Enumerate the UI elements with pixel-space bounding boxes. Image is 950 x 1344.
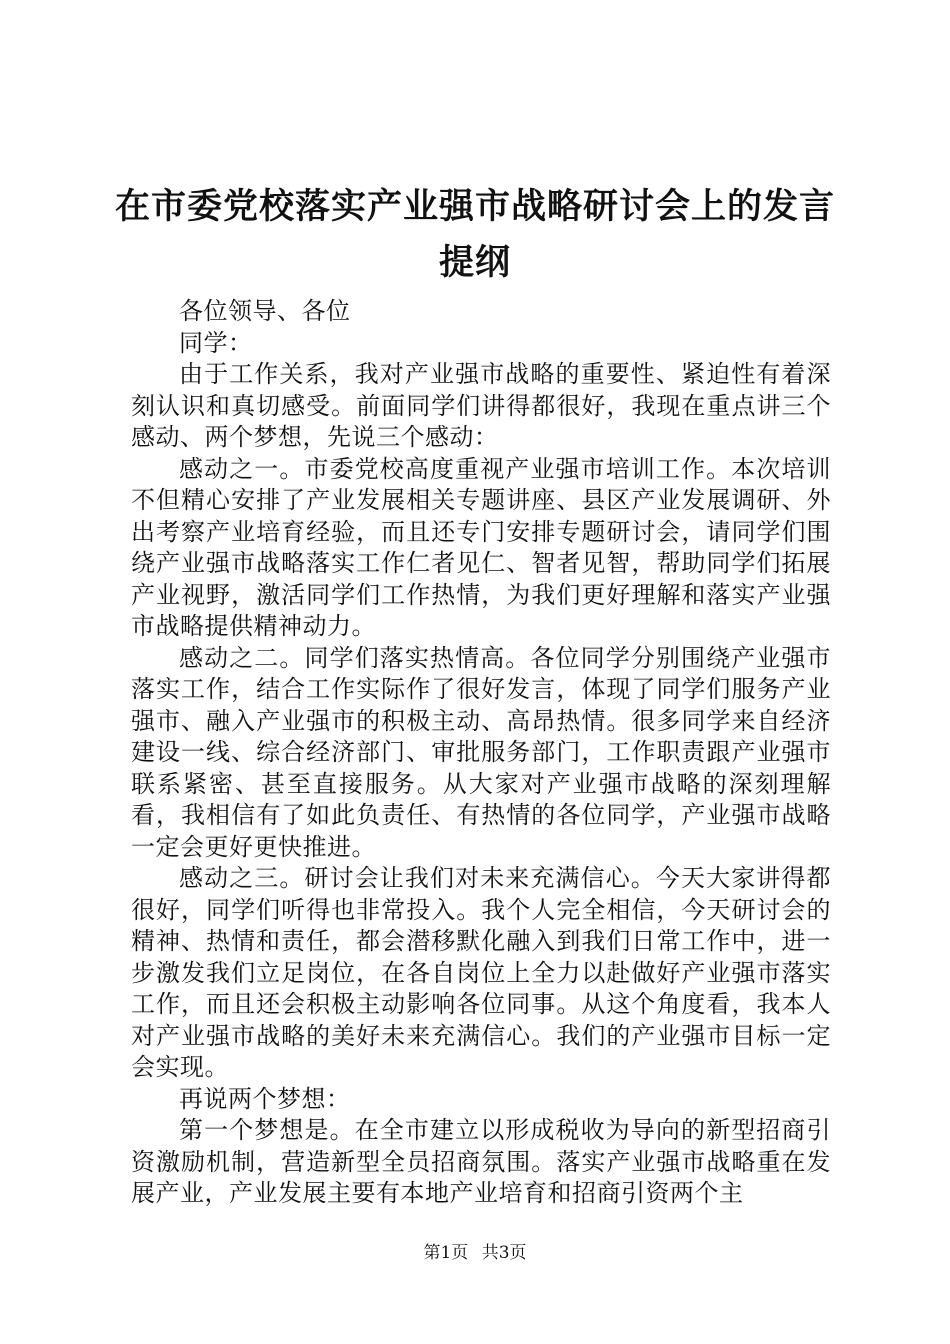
document-body (131, 296, 831, 1210)
body-paragraph: 感动之二。同学们落实热情高。各位同学分别围绕产业强市落实工作，结合工作实际作了很好发言，体现了同学们服务产业强市、融入产业强市的积极主动、高昂热情。很多同学来自经济建设一线、综合经济部门、审批服务部门，工作职责跟产业强市联系紧密、甚至直接服务。从大家对产业强市战略的深刻理解看，我相信有了如此负责任、有热情的各位同学，产业强市战略一定会更好更快推进。 (131, 643, 831, 861)
salutation-line: 同学： (179, 328, 253, 357)
document-title-continued: 提纲 (438, 242, 511, 283)
body-paragraph: 第一个梦想是。在全市建立以形成税收为导向的新型招商引资激励机制，营造新型全员招商氛围。落实产业强市战略重在发展产业，产业发展主要有本地产业培育和招商引资两个主 (131, 1116, 831, 1207)
page-footer (0, 1242, 950, 1264)
page-total: 共3页 (481, 1243, 527, 1263)
salutation-line: 各位领导、各位 (179, 297, 351, 325)
body-paragraph: 由于工作关系，我对产业强市战略的重要性、紧迫性有着深刻认识和真切感受。前面同学们讲得都很好，我现在重点讲三个感动、两个梦想，先说三个感动： (131, 360, 831, 451)
document-title: 在市委党校落实产业强市战略研讨会上的发言 (114, 186, 835, 227)
page-number: 第1页 (423, 1243, 469, 1263)
body-paragraph: 再说两个梦想： (179, 1084, 351, 1113)
body-paragraph: 感动之三。研讨会让我们对未来充满信心。今天大家讲得都很好，同学们听得也非常投入。我个人完全相信，今天研讨会的精神、热情和责任，都会潜移默化融入到我们日常工作中，进一步激发我们立足岗位，在各自岗位上全力以赴做好产业强市落实工作，而且还会积极主动影响各位同事。从这个角度看，我本人对产业强市战略的美好未来充满信心。我们的产业强市目标一定会实现。 (131, 864, 831, 1081)
body-paragraph: 感动之一。市委党校高度重视产业强市培训工作。本次培训不但精心安排了产业发展相关专题讲座、县区产业发展调研、外出考察产业培育经验，而且还专门安排专题研讨会，请同学们围绕产业强市战略落实工作仁者见仁、智者见智，帮助同学们拓展产业视野，激活同学们工作热情，为我们更好理解和落实产业强市战略提供精神动力。 (131, 454, 831, 640)
